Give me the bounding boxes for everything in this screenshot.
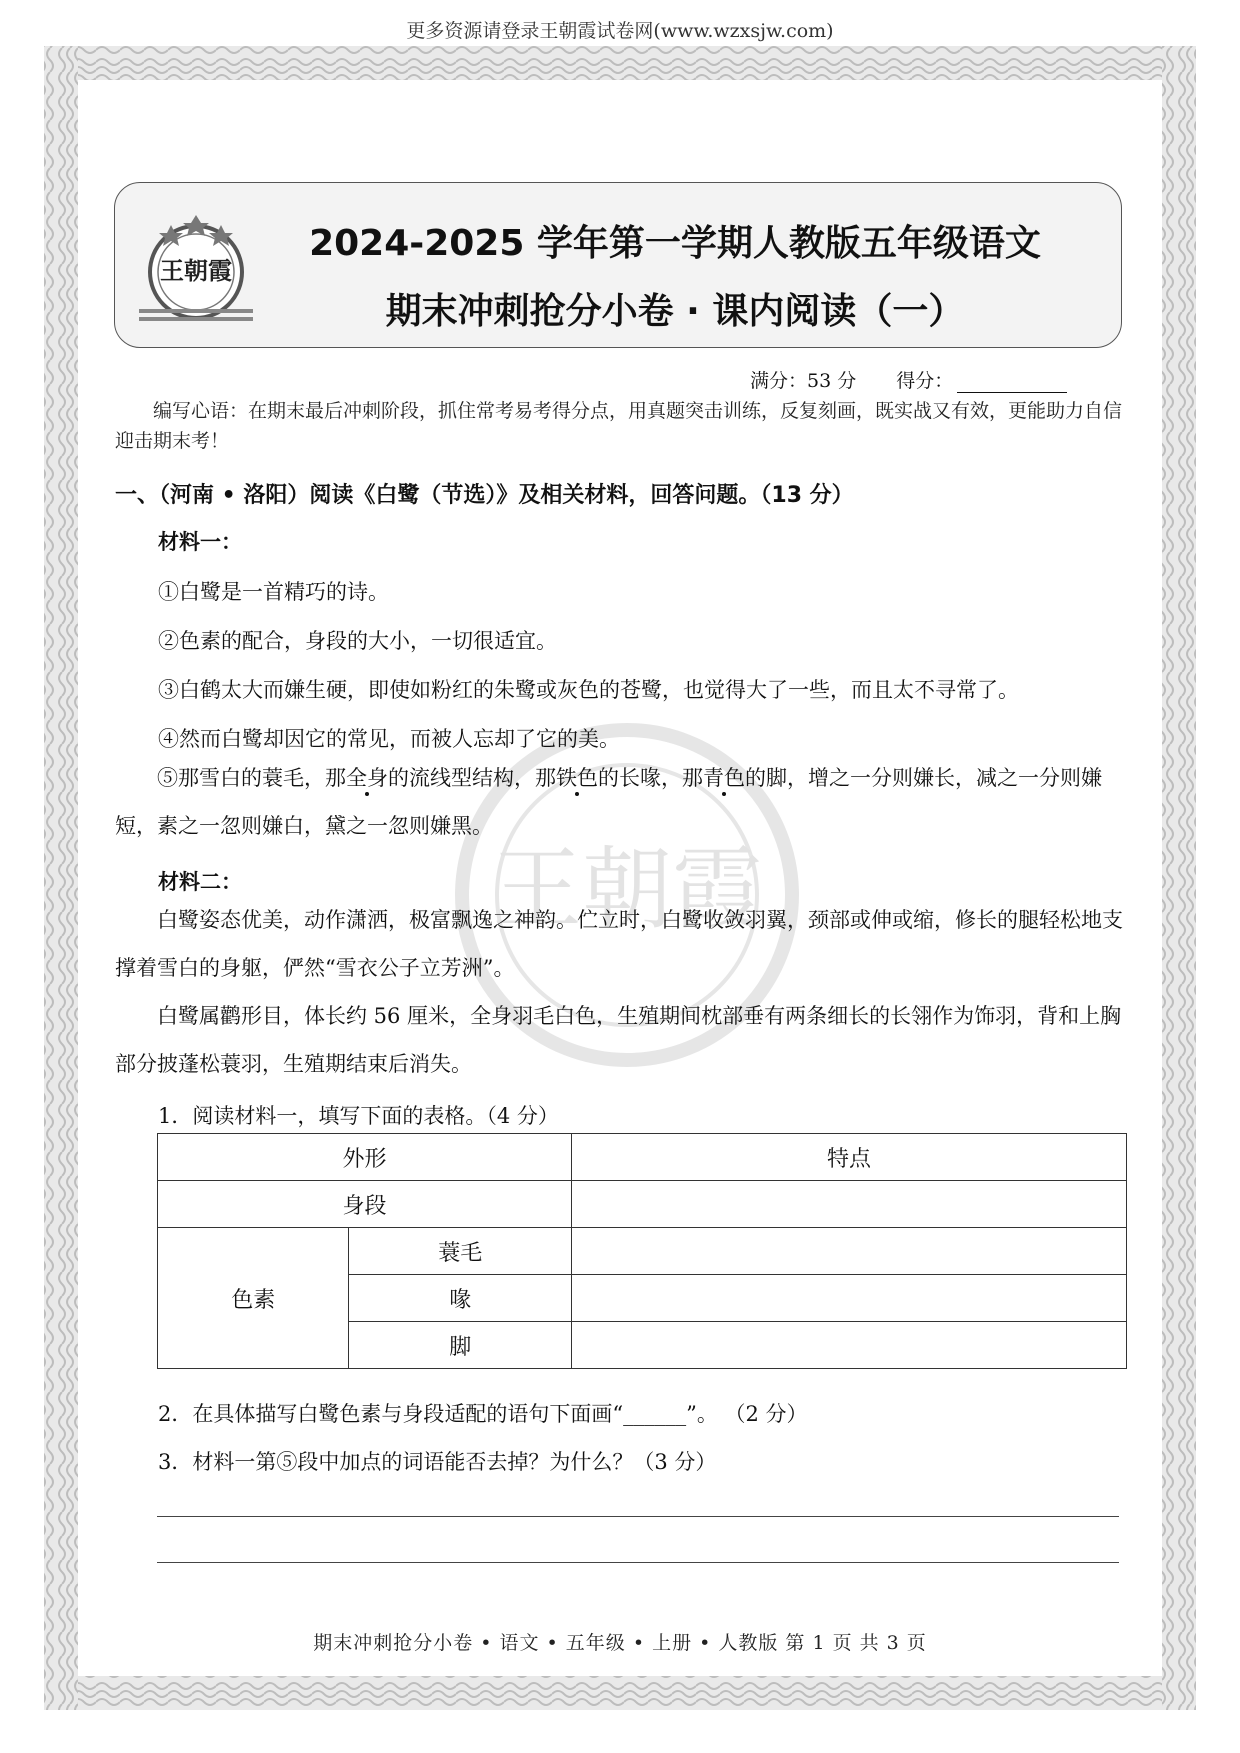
table-sub-jiao: 脚 (349, 1322, 572, 1369)
answer-cell-jiao[interactable] (572, 1322, 1127, 1369)
material2-para2: 白鹭属鹳形目，体长约 56 厘米，全身羽毛白色，生殖期间枕部垂有两条细长的长翎作为饰羽，背和上胸部分披蓬松蓑羽，生殖期结束后消失。 (115, 1004, 1122, 1076)
answer-cell-suomao[interactable] (572, 1228, 1127, 1275)
dotted-word-qingse: 青色 (703, 766, 745, 790)
para5-text: 的长喙，那 (598, 766, 703, 790)
material1-para4: ④然而白鹭却因它的常见，而被人忘却了它的美。 (158, 727, 620, 751)
page-body (100, 80, 1140, 1680)
table-row-color: 色素 (158, 1228, 349, 1369)
table-sub-suomao: 蓑毛 (349, 1228, 572, 1275)
material1-para2: ②色素的配合，身段的大小，一切很适宜。 (158, 629, 557, 653)
answer-table (157, 1133, 1127, 1369)
table-sub-hui: 喙 (349, 1275, 572, 1322)
dotted-word-quanshen: 全身 (346, 766, 388, 790)
para5-text: ⑤那雪白的蓑毛，那 (157, 766, 346, 790)
score-blank-field[interactable] (957, 374, 1067, 393)
table-row-body: 身段 (158, 1181, 572, 1228)
full-score: 满分：53 分 (750, 370, 857, 392)
para5-text: 的脚，增之一分则嫌长，减之一分则嫌短，素之一忽则嫌白，黛之一忽则嫌黑。 (115, 766, 1102, 838)
section1-heading: 一、（河南 • 洛阳）阅读《白鹭（节选）》及相关材料，回答问题。（13 分） (115, 483, 854, 508)
answer-line-1[interactable] (157, 1516, 1119, 1517)
para5-text: 的流线型结构，那 (388, 766, 556, 790)
intro-text: 编写心语：在期末最后冲刺阶段，抓住常考易考得分点，用真题突击训练，反复刻画，既实战又有效，更能助力自信迎击期末考！ (115, 400, 1123, 452)
material2-para1: 白鹭姿态优美，动作潇洒，极富飘逸之神韵。伫立时，白鹭收敛羽翼，颈部或伸或缩，修长的腿轻松地支撑着雪白的身躯，俨然“雪衣公子立芳洲”。 (115, 908, 1123, 980)
answer-cell-hui[interactable] (572, 1275, 1127, 1322)
answer-line-2[interactable] (157, 1562, 1119, 1563)
material1-para5 (115, 754, 1127, 850)
table-header-trait: 特点 (572, 1134, 1127, 1181)
svg-text:王朝霞: 王朝霞 (492, 837, 762, 942)
material1-label: 材料一： (158, 530, 242, 554)
question-3: 3．材料一第⑤段中加点的词语能否去掉？为什么？（3 分） (158, 1450, 717, 1474)
table-header-shape: 外形 (158, 1134, 572, 1181)
material2-label: 材料二： (158, 870, 242, 894)
publisher-logo-icon (137, 213, 255, 331)
answer-cell-body[interactable] (572, 1181, 1127, 1228)
svg-text:王朝霞: 王朝霞 (160, 256, 232, 285)
page-title-line2: 期末冲刺抢分小卷 · 课内阅读（一） (385, 291, 965, 332)
score-label: 得分： (896, 370, 954, 392)
score-line (750, 366, 1107, 393)
question-1: 1．阅读材料一，填写下面的表格。（4 分） (158, 1104, 559, 1128)
dotted-word-tiese: 铁色 (556, 766, 598, 790)
top-banner: 更多资源请登录王朝霞试卷网(www.wzxsjw.com) (406, 20, 834, 42)
material1-para1: ①白鹭是一首精巧的诗。 (158, 580, 389, 604)
page-title-line1: 2024-2025 学年第一学期人教版五年级语文 (309, 223, 1041, 264)
question-2: 2．在具体描写白鹭色素与身段适配的语句下面画“______”。 （2 分） (158, 1402, 808, 1426)
page-footer: 期末冲刺抢分小卷 • 语文 • 五年级 • 上册 • 人教版 第 1 页 共 3 页 (313, 1632, 927, 1654)
material1-para3: ③白鹤太大而嫌生硬，即使如粉红的朱鹭或灰色的苍鹭，也觉得大了一些，而且太不寻常了。 (158, 678, 1019, 702)
header-box (114, 182, 1122, 348)
